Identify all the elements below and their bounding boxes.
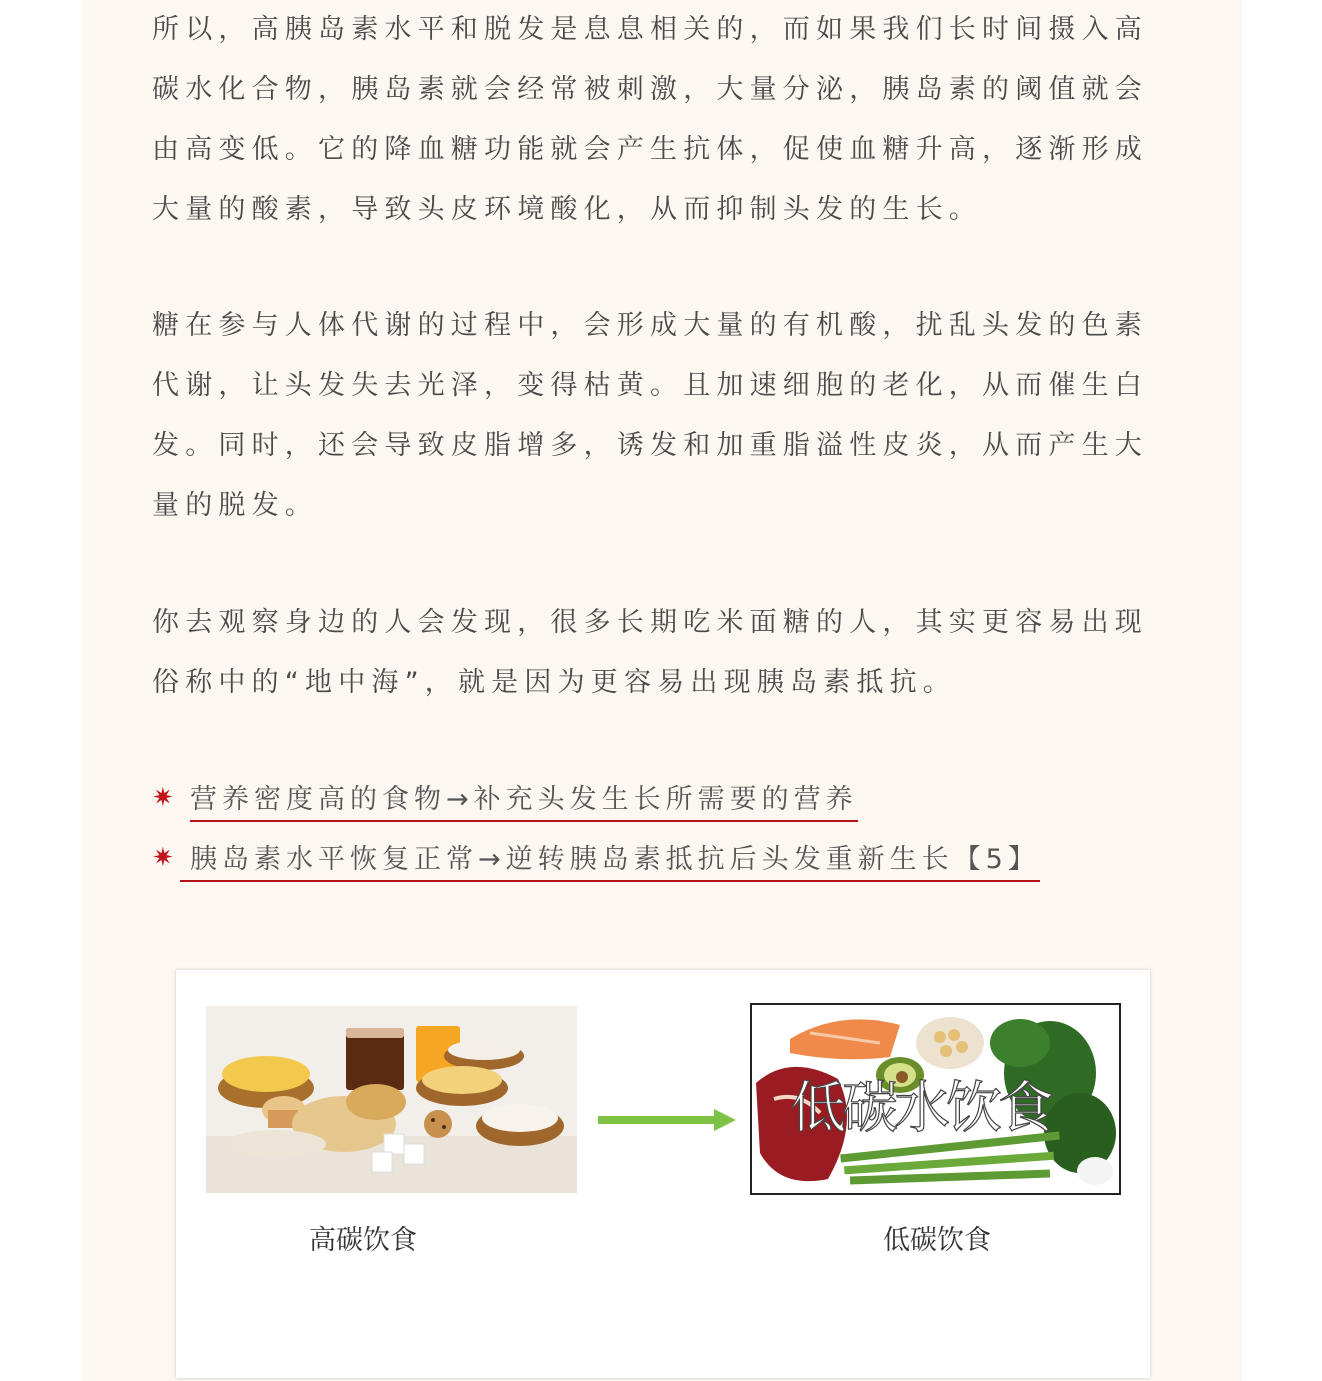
bullet-link-nutrition[interactable]: 营养密度高的食物→补充头发生长所需要的营养 (190, 782, 858, 822)
high-carb-food-image (206, 1006, 577, 1193)
low-carb-overlay-text: 低碳水饮食 (790, 1076, 1050, 1141)
paragraph-insulin-hair-loss: 所以，高胰岛素水平和脱发是息息相关的，而如果我们长时间摄入高碳水化合物，胰岛素就会经常被刺激，大量分泌，胰岛素的阈值就会由高变低。它的降血糖功能就会产生抗体，促使血糖升高，逐渐形成大量的酸素，导致头皮环境酸化，从而抑制头发的生长。 (152, 14, 1148, 225)
article-page (82, 0, 1242, 1381)
paragraph-observation: 你去观察身边的人会发现，很多长期吃米面糖的人，其实更容易出现俗称中的“地中海”，就是因为更容易出现胰岛素抵抗。 (152, 607, 1148, 698)
bullet-item[interactable] (152, 782, 972, 826)
diet-comparison-figure (176, 970, 1150, 1378)
paragraph-sugar-metabolism: 糖在参与人体代谢的过程中，会形成大量的有机酸，扰乱头发的色素代谢，让头发失去光泽，变得枯黄。且加速细胞的老化，从而催生白发。同时，还会导致皮脂增多，诱发和加重脂溢性皮炎，从而产生大量的脱发。 (152, 310, 1148, 521)
bullet-link-insulin[interactable]: 胰岛素水平恢复正常→逆转胰岛素抵抗后头发重新生长【5】 (180, 842, 1040, 882)
high-carb-caption: 高碳饮食 (309, 1225, 417, 1256)
arrow-right-icon (598, 1108, 738, 1132)
low-carb-food-image (750, 1003, 1121, 1195)
star-bullet-icon: ✷ (152, 843, 179, 873)
bullet-item[interactable] (152, 842, 1072, 886)
star-bullet-icon: ✷ (152, 783, 179, 813)
low-carb-caption: 低碳饮食 (883, 1225, 991, 1256)
